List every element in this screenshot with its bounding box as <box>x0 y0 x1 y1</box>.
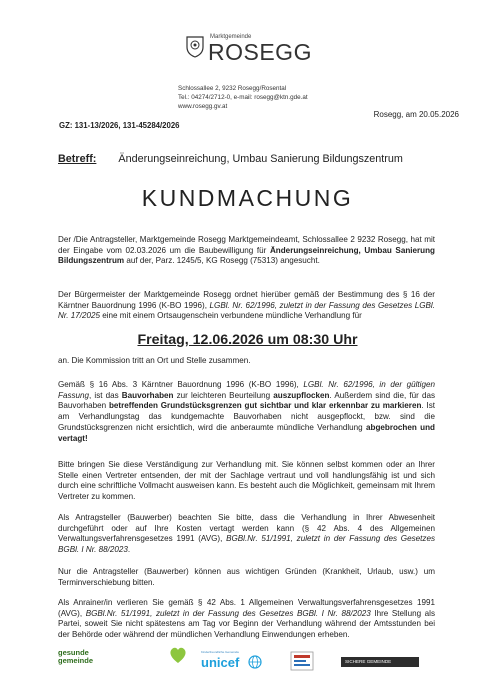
text-segment: Als Anrainer/in verlieren Sie gemäß § 42 Abs. 1 Allgemeinen Verwaltungsverfahrensgesetzes 1991 (AVG), <box>58 598 435 618</box>
healthy-municipality-logo <box>58 649 93 665</box>
text-segment: . <box>127 545 131 555</box>
unicef-wordmark: unicef <box>201 654 240 670</box>
unicef-caption: Kinderfreundliche Gemeinde <box>201 650 240 654</box>
contact-line: Tel.: 04274/2712-0, e-mail: rosegg@ktn.gde.at <box>178 94 308 101</box>
website-line: www.rosegg.gv.at <box>178 103 228 110</box>
emphasis: abgebrochen und vertagt! <box>58 422 436 443</box>
globe-icon <box>248 655 262 669</box>
legal-reference: LGBl. Nr. 62/1996, in der gültigen Fassung <box>58 380 435 400</box>
text-segment: . Außerdem sind die, für das Bauvorhaben <box>58 390 436 411</box>
paragraph-representative: Bitte bringen Sie diese Verständigung zur Verhandlung mit. Sie können selbst kommen oder an Ihrer Stelle einen Vertreter entsenden, der mit der Sachlage vertraut und voll handlungsfähig ist und sich durch eine schriftliche Vollmacht ausweisen kann. Es besteht auch die Möglichkeit, gemeinsam mit Ihrem Vertreter zu kommen. <box>58 460 435 502</box>
logo-text: gemeinde <box>58 656 94 665</box>
text-segment: Gemäß § 16 Abs. 3 Kärntner Bauordnung 1996 (K-BO 1996), <box>58 380 304 389</box>
text-segment: . Ist am Verhandlungstag das kundgemachte Bauvorhaben nicht ausgepflockt, bzw. sind die Grundstücksgrenzen nicht ersichtlich, wird die anberaumte mündliche Verhandlung <box>58 401 435 432</box>
emphasis: betreffenden Grundstücksgrenzen gut sichtbar und klar erkennbar zu markieren <box>108 401 422 411</box>
heart-icon <box>168 645 188 665</box>
emphasis: auszupflocken <box>273 390 330 400</box>
address-line: Schlossallee 2, 9232 Rosegg/Rosental <box>178 85 287 92</box>
municipality-logo <box>186 32 316 72</box>
logo-text: gesunde <box>58 648 89 657</box>
paragraph-order <box>58 290 435 322</box>
coat-of-arms-icon <box>186 36 204 58</box>
footer-logos <box>58 645 438 675</box>
subject-text: Änderungseinreichung, Umbau Sanierung Bildungszentrum <box>118 153 403 165</box>
paragraph-staking <box>58 380 435 444</box>
paragraph-neighbors <box>58 598 435 641</box>
text-segment: , ist das <box>89 390 122 400</box>
address-block <box>178 84 308 111</box>
hearing-date-headline: Freitag, 12.06.2026 um 08:30 Uhr <box>137 332 358 348</box>
text-segment: Der Bürgermeister der Marktgemeinde Rosegg ordnet hierüber gemäß der Bestimmung des § 16 der Kärntner Bauordnung 1996 (K-BO 1996), <box>58 290 435 310</box>
paragraph-commission: an. Die Kommission tritt an Ort und Stelle zusammen. <box>58 356 251 365</box>
legal-reference: BGBl.Nr. 51/1991, zuletzt in der Fassung des Gesetzes BGBl. I Nr. 88/2023 <box>85 608 371 618</box>
reference-number: GZ: 131-13/2026, 131-45284/2026 <box>59 121 180 130</box>
text-segment: Als Antragsteller (Bauwerber) beachten Sie bitte, dass die Verhandlung in Ihrer Abwesenheit durchgeführt oder auf Ihre Kosten vertagt werden kann (§ 42 Abs. 4 des Allgemeinen Verwaltungsverfahrensgesetzes 1991 (AVG), <box>58 513 435 544</box>
paragraph-postponement: Nur die Antragsteller (Bauwerber) können aus wichtigen Gründen (Krankheit, Urlaub, usw.) um Terminverschiebung bitten. <box>58 567 435 587</box>
emphasis: Bauvorhaben <box>121 390 174 400</box>
safe-municipality-badge: SICHERE GEMEINDE <box>341 657 419 667</box>
subject-label: Betreff: <box>58 153 97 165</box>
paragraph-absence <box>58 513 435 556</box>
text-segment: Der /Die Antragsteller, Marktgemeinde Rosegg Marktgemeindeamt, Schlossallee 2 9232 Rosegg, hat mit der Eingabe vom 02.03.2026 um die Baubewilligung für <box>58 235 435 255</box>
text-segment: auf der, Parz. 1245/5, KG Rosegg (75313) angesucht. <box>124 256 320 266</box>
subject-line <box>58 153 403 165</box>
text-segment: Ihre Stellung als Partei, soweit Sie nicht spätestens am Tag vor Beginn der Verhandlung während der Amtsstunden bei der Behörde oder während der mündlichen Verhandlung Einwendungen erheben. <box>58 608 435 640</box>
legal-reference: LGBl. Nr. 62/1996, zuletzt in der Fassung des Gesetzes LGBl. Nr. 17/2025 <box>58 300 435 321</box>
project-name: Änderungseinreichung, Umbau Sanierung Bildungszentrum <box>58 245 435 266</box>
text-segment: eine mit einem Ortsaugenschein verbundene mündliche Verhandlung für <box>100 311 362 321</box>
legal-reference: BGBl.Nr. 51/1991, zuletzt in der Fassung des Gesetzes BGBl. I Nr. 88/2023 <box>58 534 435 555</box>
text-segment: zur leichteren Beurteilung <box>173 390 274 400</box>
logo-small-text: Marktgemeinde <box>210 34 252 40</box>
certificate-badge-icon <box>290 651 314 671</box>
document-date: Rosegg, am 20.05.2026 <box>373 110 459 119</box>
document-title: KUNDMACHUNG <box>141 185 354 211</box>
logo-name: ROSEGG <box>208 39 312 65</box>
paragraph-application <box>58 235 435 267</box>
